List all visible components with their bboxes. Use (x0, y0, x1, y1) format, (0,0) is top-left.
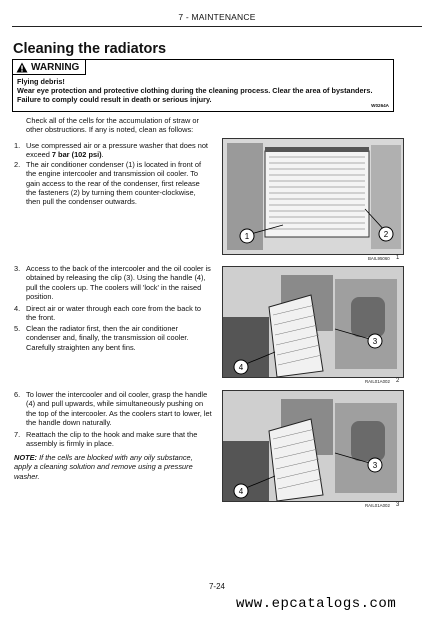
figure-code: RAIL01A002 (365, 379, 390, 384)
warning-heading: Flying debris! (17, 77, 65, 86)
step-number: 3. (14, 264, 21, 273)
watermark: www.epcatalogs.com (236, 596, 397, 612)
step-3 (14, 264, 212, 301)
step-text: The air conditioner condenser (1) is located in front of the engine intercooler and transmission oil cooler. To gain access to the rear of the condenser, first release the fasteners (2) by turning them counter-clockwise, then pull the condenser outwards. (26, 160, 202, 207)
callout-label: 1 (244, 232, 250, 241)
note-label: NOTE: (14, 453, 37, 462)
step-4 (14, 304, 212, 323)
section-header: 7 - MAINTENANCE (178, 12, 256, 22)
note-text: If the cells are blocked with any oily substance, apply a cleaning solution and remove using a pressure washer. (14, 453, 193, 481)
condenser-illustration (223, 139, 403, 254)
figure-2 (222, 266, 404, 378)
note (14, 453, 212, 481)
intro-text: Check all of the cells for the accumulation of straw or other obstructions. If any is noted, clean as follows: (26, 116, 199, 135)
figure-1 (222, 138, 404, 255)
step-number: 5. (14, 324, 21, 333)
warning-label: WARNING (31, 61, 80, 73)
warning-code: W0264A (371, 103, 389, 108)
callout-label: 3 (372, 461, 378, 470)
step-2 (14, 160, 212, 206)
callout-label: 3 (372, 337, 378, 346)
header-rule (12, 26, 422, 27)
step-5 (14, 324, 212, 352)
step-number: 1. (14, 141, 21, 150)
page-title: Cleaning the radiators (13, 41, 167, 57)
page-number: 7-24 (208, 582, 225, 591)
warning-tab (13, 60, 86, 75)
warning-triangle-icon (16, 62, 28, 73)
callout-label: 4 (238, 487, 244, 496)
figure-number: 3 (396, 502, 400, 508)
step-number: 6. (14, 390, 21, 399)
step-number: 7. (14, 430, 21, 439)
step-text: To lower the intercooler and oil cooler, grasp the handle (4) and pull upwards, while simultaneously pushing on the top of the intercooler. As the coolers start to lower, let the handle down naturally. (26, 390, 212, 427)
figure-number: 2 (396, 378, 400, 384)
figure-code: BAIL95060 (368, 256, 390, 261)
intercooler-raised-illustration (223, 267, 403, 377)
warning-line-2: Failure to comply could result in death or serious injury. (17, 95, 212, 104)
step-1 (14, 141, 212, 160)
step-text: Direct air or water through each core from the back to the front. (26, 304, 201, 323)
step-text: Access to the back of the intercooler and the oil cooler is obtained by releasing the clip (3). Using the handle (4), pull the coolers up. The coolers will 'lock' in the raised position. (26, 264, 211, 301)
callout-label: 4 (238, 363, 244, 372)
step-number: 2. (14, 160, 21, 169)
step-6 (14, 390, 212, 427)
step-text: Clean the radiator first, then the air conditioner condenser and, finally, the transmission oil cooler. Carefully straighten any bent fins. (26, 324, 189, 352)
warning-line-1: Wear eye protection and protective clothing during the cleaning process. Clear the area of bystanders. (17, 86, 373, 95)
figure-3 (222, 390, 404, 502)
figure-number: 1 (396, 255, 400, 261)
warning-box (12, 59, 394, 112)
step-text: Reattach the clip to the hook and make sure that the assembly is firmly in place. (26, 430, 198, 449)
warning-body (17, 77, 389, 104)
step-7 (14, 430, 212, 449)
step-text: Use compressed air or a pressure washer that does not exceed 7 bar (102 psi). (26, 141, 208, 160)
intercooler-lowered-illustration (223, 391, 403, 501)
step-number: 4. (14, 304, 21, 313)
callout-label: 2 (383, 230, 389, 239)
figure-code: RAIL01A002 (365, 503, 390, 508)
